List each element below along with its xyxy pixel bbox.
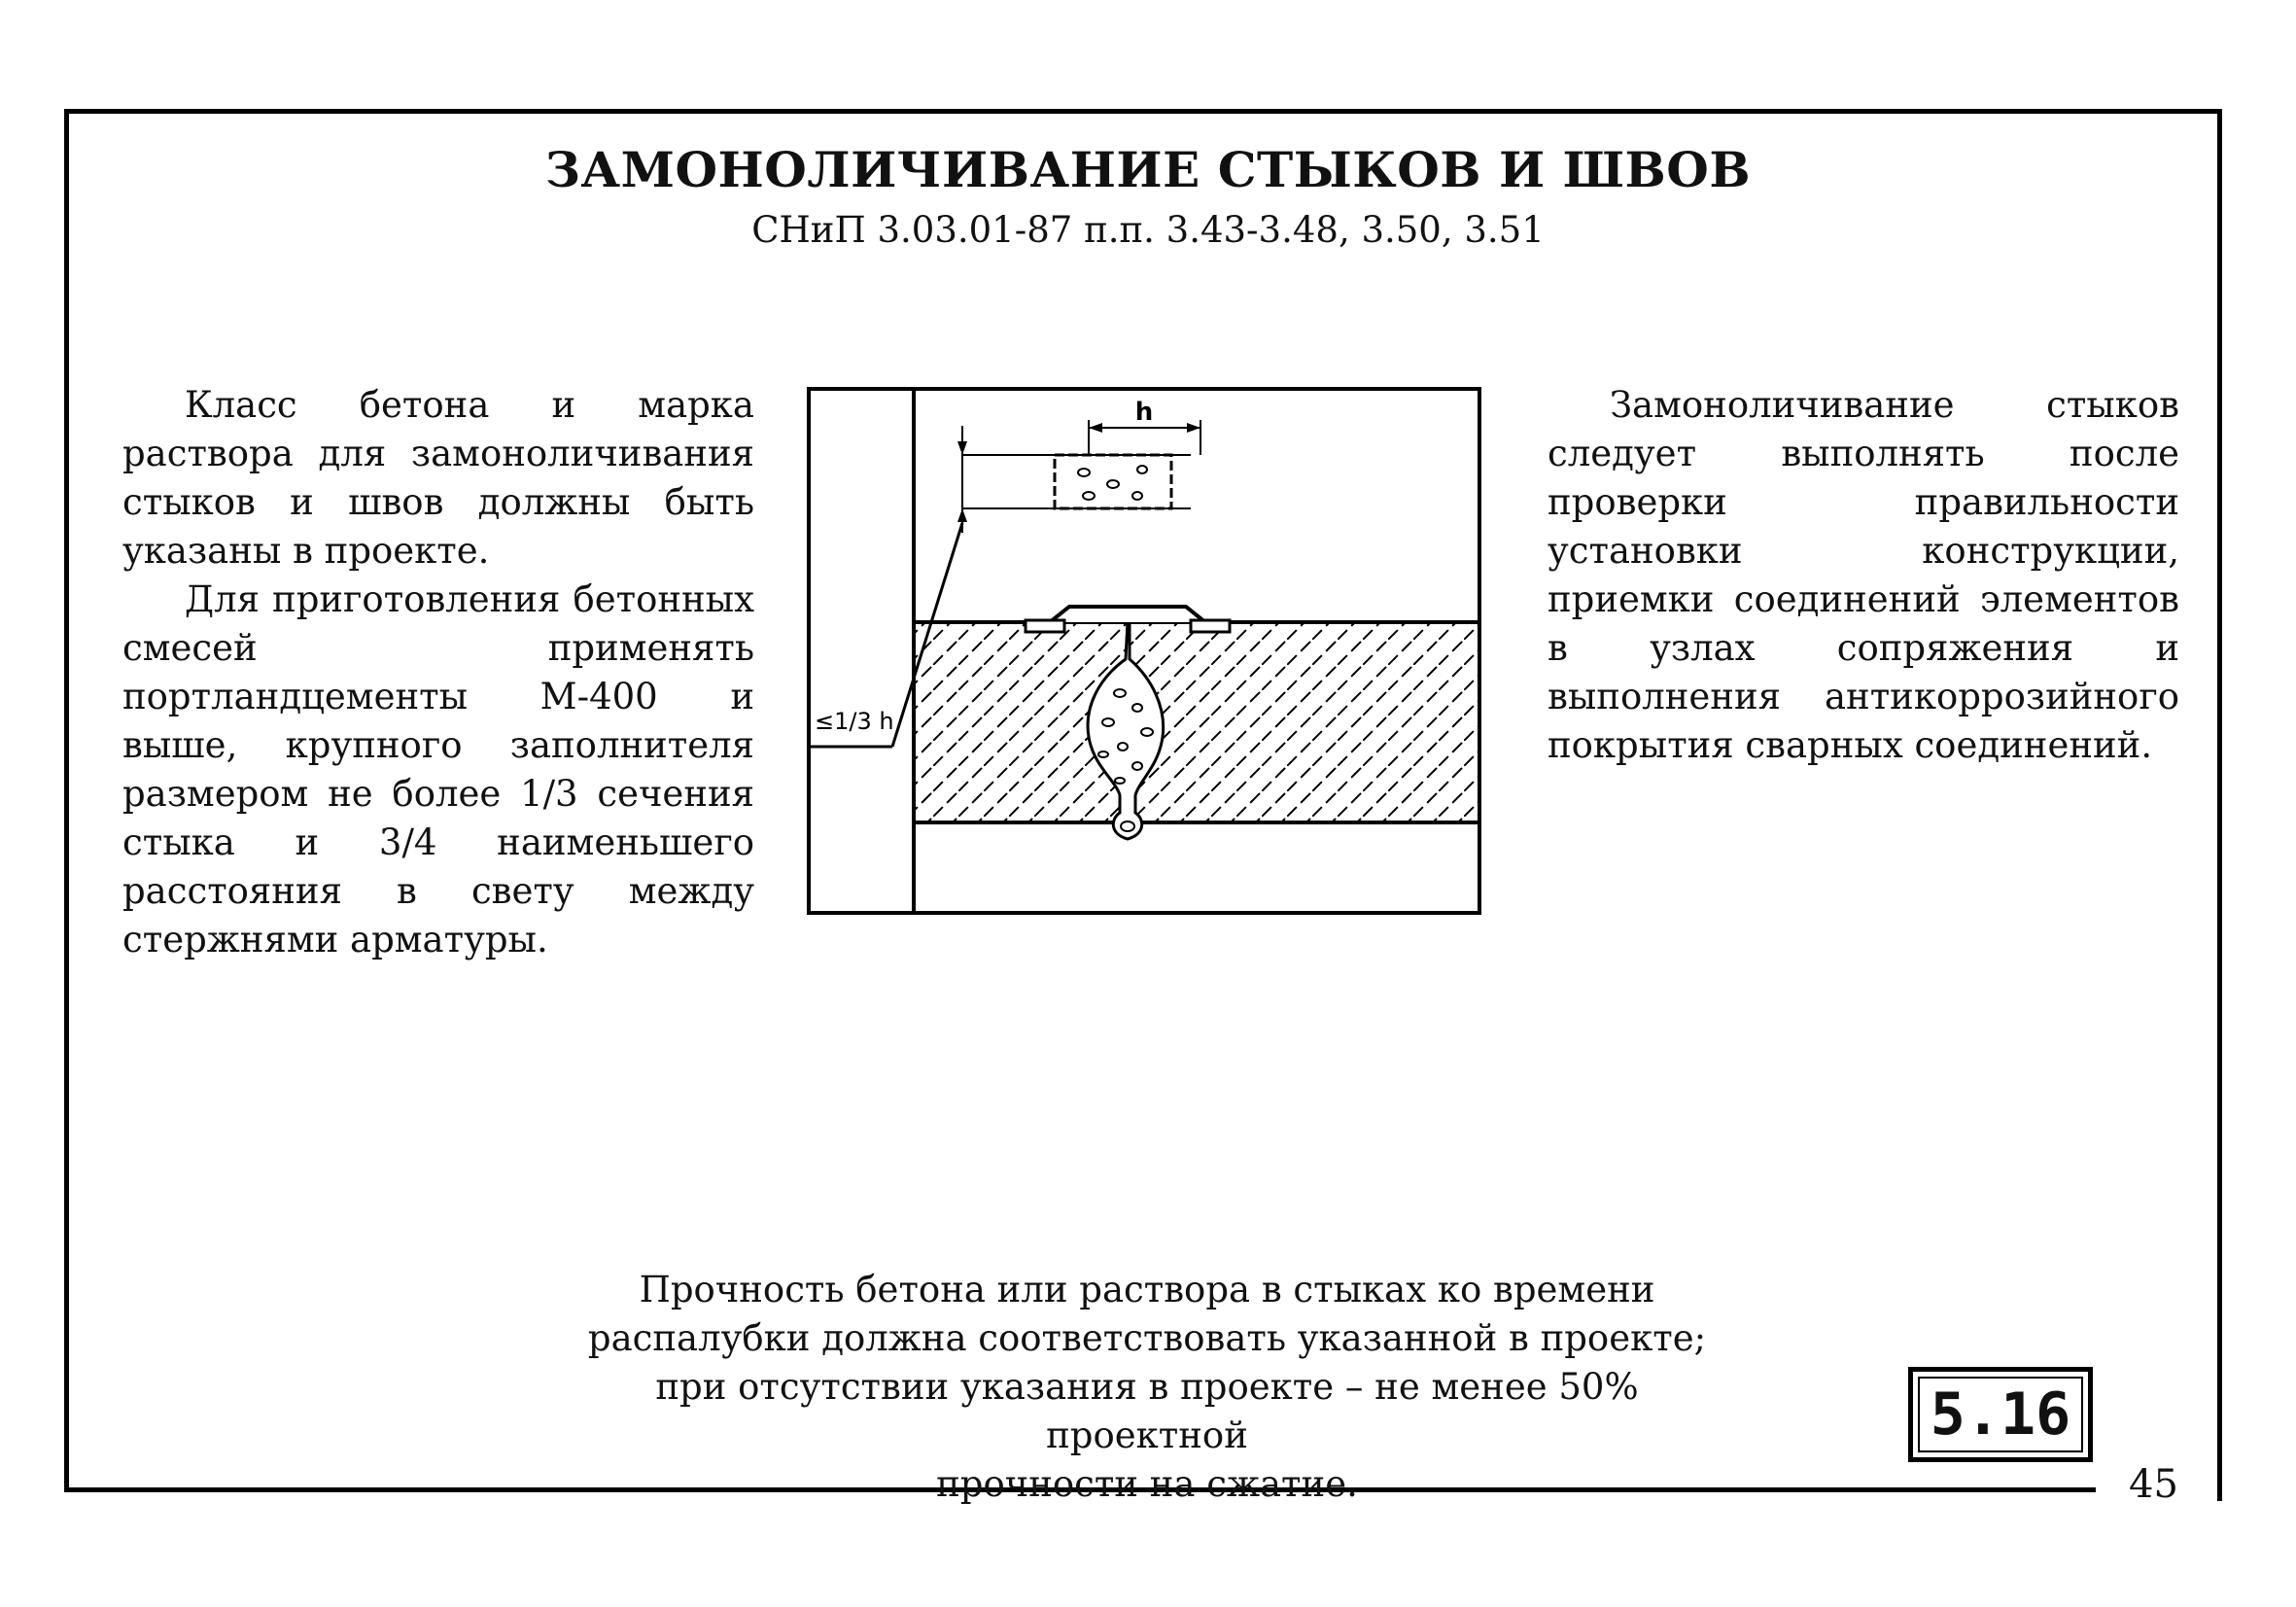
slab-hatch — [914, 622, 1479, 822]
dimension-h-label: h — [1134, 398, 1154, 427]
section-code: 5.16 — [1918, 1377, 2083, 1452]
dim-h-arrow-right — [1187, 423, 1200, 433]
bottom-line-4: прочности на сжатие. — [936, 1463, 1358, 1505]
page-number: 45 — [2129, 1462, 2178, 1507]
left-paragraph-1: Класс бетона и марка раствора для замоноличивания стыков и швов должны быть указаны в проекте. — [122, 384, 754, 572]
bottom-line-1: Прочность бетона или раствора в стыках ко времени — [639, 1269, 1655, 1310]
dim-v-arrow-bottom — [957, 508, 967, 522]
page-subtitle: СНиП 3.03.01-87 п.п. 3.43-3.48, 3.50, 3.51 — [751, 209, 1545, 251]
section-code-box — [1908, 1367, 2093, 1462]
page-title: ЗАМОНОЛИЧИВАНИЕ СТЫКОВ И ШВОВ — [544, 141, 1752, 198]
joint-section-drawing — [807, 387, 1481, 915]
embedded-plate-left — [1026, 620, 1064, 632]
frame-corner-tick — [2217, 1487, 2222, 1501]
inset-section — [1055, 455, 1171, 508]
left-text-column — [122, 381, 754, 964]
joint-section-svg — [807, 387, 1481, 915]
right-text-column — [1548, 381, 2179, 770]
right-paragraph: Замоноличивание стыков следует выполнять после проверки правильности установки конструкции, приемки соединений элементов в узлах сопряжения и выполнения антикоррозийного покрытия сварных соединений. — [1548, 384, 2179, 766]
strength-requirement-text — [564, 1266, 1730, 1509]
embedded-plate-right — [1191, 620, 1230, 632]
left-paragraph-2: Для приготовления бетонных смесей применять портландцементы М-400 и выше, крупного заполнителя размером не более 1/3 сечения стыка и 3/4 наименьшего расстояния в свету между стержнями арматуры. — [122, 578, 754, 961]
dim-v-arrow-top — [957, 441, 967, 455]
dim-h-arrow-left — [1089, 423, 1102, 433]
bottom-line-3: при отсутствии указания в проекте – не менее 50% проектной — [655, 1366, 1639, 1456]
bottom-line-2: распалубки должна соответствовать указанной в проекте; — [587, 1317, 1707, 1359]
cover-plate — [1050, 607, 1205, 622]
aggregate-size-label: ≤1/3 h — [815, 708, 894, 735]
